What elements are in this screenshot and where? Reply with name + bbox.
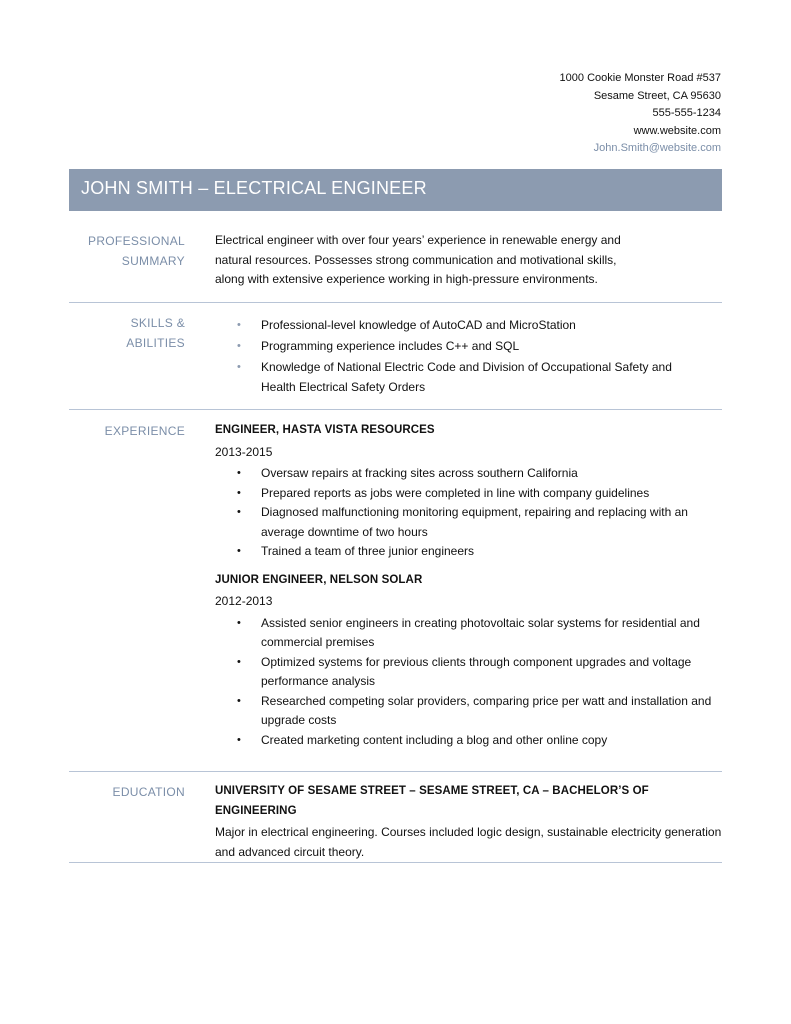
skill-text: Knowledge of National Electric Code and Division of Occupational Safety and Health Electrical Safety Orders (261, 360, 672, 394)
list-item (215, 653, 725, 692)
bullet-icon: • (237, 616, 241, 629)
experience-label: EXPERIENCE (104, 424, 185, 438)
summary-label (69, 231, 185, 271)
job-dates: 2012-2013 (215, 594, 273, 608)
job-bullet-text: Diagnosed malfunctioning monitoring equipment, repairing and replacing with an average downtime of two hours (261, 505, 688, 539)
list-item (215, 542, 725, 562)
bullet-icon: • (237, 361, 241, 373)
list-item (215, 315, 685, 336)
job-entry (215, 571, 725, 751)
bullet-icon: • (237, 733, 241, 746)
contact-address-line2: Sesame Street, CA 95630 (593, 89, 721, 102)
summary-section (69, 231, 722, 295)
job-bullet-text: Prepared reports as jobs were completed in line with company guidelines (261, 485, 650, 500)
list-item (215, 503, 725, 542)
job-bullet-text: Created marketing content including a blog and other online copy (261, 732, 608, 747)
job-bullet-text: Assisted senior engineers in creating photovoltaic solar systems for residential and commercial premises (261, 615, 700, 649)
contact-block (421, 70, 721, 158)
list-item (215, 484, 725, 504)
job-bullet-text: Optimized systems for previous clients through component upgrades and voltage performance analysis (261, 654, 692, 688)
skills-label: SKILLS & ABILITIES (126, 316, 185, 350)
experience-section (69, 421, 722, 761)
skills-content (215, 313, 685, 397)
job-entry (215, 421, 725, 562)
job-title: JUNIOR ENGINEER, NELSON SOLAR (215, 573, 423, 586)
skill-text: Professional-level knowledge of AutoCAD and MicroStation (261, 318, 576, 332)
education-label: EDUCATION (112, 785, 185, 799)
job-bullets (215, 614, 725, 751)
divider-4 (69, 862, 722, 863)
list-item (215, 614, 725, 653)
bullet-icon: • (237, 694, 241, 707)
skills-list (215, 315, 685, 397)
contact-address-line1: 1000 Cookie Monster Road #537 (559, 72, 721, 84)
job-bullet-text: Trained a team of three junior engineers (261, 544, 475, 558)
list-item (215, 731, 725, 751)
list-item (215, 692, 725, 731)
bullet-icon: • (237, 506, 241, 518)
skill-text: Programming experience includes C++ and SQL (261, 339, 520, 353)
degree-title: UNIVERSITY OF SESAME STREET – SESAME STREET, CA – BACHELOR’S OF ENGINEERING (215, 785, 649, 817)
bullet-icon: • (237, 655, 241, 668)
divider-2 (69, 409, 722, 410)
contact-email[interactable]: John.Smith@website.com (593, 142, 721, 154)
education-section (69, 782, 722, 859)
bullet-icon: • (237, 340, 241, 352)
job-bullet-text: Researched competing solar providers, comparing price per watt and installation and upgrade costs (261, 693, 712, 727)
contact-phone: 555-555-1234 (652, 107, 721, 119)
skills-section (69, 313, 722, 403)
education-text: Major in electrical engineering. Courses included logic design, sustainable electricity generation and advanced circuit theory. (215, 825, 722, 859)
bullet-icon: • (237, 467, 241, 479)
name-title-banner (69, 169, 722, 211)
list-item (215, 464, 725, 484)
contact-website[interactable]: www.website.com (633, 124, 721, 137)
job-dates: 2013-2015 (215, 444, 273, 459)
divider-1 (69, 302, 722, 303)
divider-3 (69, 771, 722, 772)
job-bullet-text: Oversaw repairs at fracking sites across southern California (261, 466, 578, 480)
job-title: ENGINEER, HASTA VISTA RESOURCES (215, 424, 435, 436)
list-item (215, 358, 685, 397)
bullet-icon: • (237, 545, 241, 557)
page-title: JOHN SMITH – ELECTRICAL ENGINEER (81, 178, 427, 198)
summary-label-line1: PROFESSIONAL (88, 234, 185, 248)
experience-content (215, 421, 725, 750)
bullet-icon: • (237, 319, 241, 331)
bullet-icon: • (237, 486, 241, 499)
list-item (215, 336, 685, 357)
summary-label-line2: SUMMARY (121, 254, 185, 268)
education-content (215, 782, 722, 862)
summary-text: Electrical engineer with over four years’ experience in renewable energy and natural resources. Possesses strong communication and motivational skills, along with extensive experience working in high-pressure environments. (215, 233, 621, 286)
job-bullets (215, 464, 725, 562)
